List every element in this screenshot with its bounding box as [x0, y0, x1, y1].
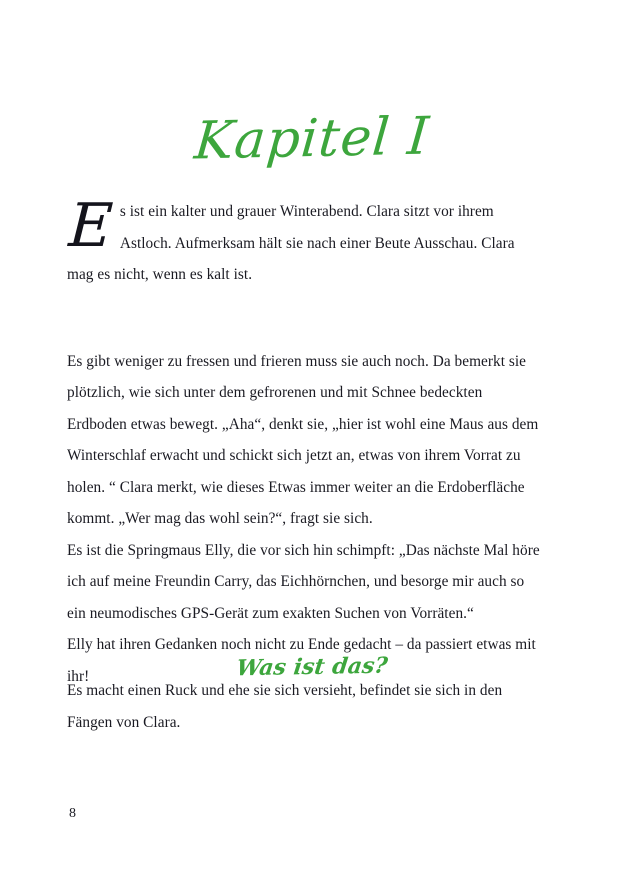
paragraph-opening-text: s ist ein kalter und grauer Winterabend. Clara sitzt vor ihrem Astloch. Aufmerksam hält sie nach einer Beute Ausschau. Clara mag es nicht, wenn es kalt ist. [67, 203, 515, 283]
section-subheading: Was ist das? [234, 652, 390, 682]
drop-cap-letter: E [67, 191, 115, 261]
paragraph-fourth: Elly hat ihren Gedanken noch nicht zu Ende gedacht – da passiert etwas mit ihr! [67, 636, 536, 685]
paragraph-second: Es gibt weniger zu fressen und frieren muss sie auch noch. Da bemerkt sie plötzlich, wie sich unter dem gefrorenen und mit Schnee bedeckten Erdboden etwas bewegt. „Aha“, denkt sie, „hier ist wohl eine Maus aus dem Winterschlaf erwacht und schickt sich jetzt an, etwas von ihrem Vorrat zu holen. “ Clara merkt, wie dieses Etwas immer weiter an die Erdoberfläche kommt. „Wer mag das wohl sein?“, fragt sie sich. [67, 352, 539, 527]
chapter-title: Kapitel I [192, 106, 432, 172]
page-number: 8 [69, 806, 76, 821]
paragraph-third: Es ist die Springmaus Elly, die vor sich hin schimpft: „Das nächste Mal höre ich auf meine Freundin Carry, das Eichhörnchen, und besorge mir auch so ein neumodisches GPS-Gerät zum exakten Suchen von Vorräten.“ [67, 541, 540, 622]
paragraph-opening [67, 191, 541, 291]
paragraph-closing: Es macht einen Ruck und ehe sie sich versieht, befindet sie sich in den Fängen von Clara. [67, 682, 503, 731]
body-text-block [67, 191, 541, 692]
closing-text-block [67, 675, 541, 738]
